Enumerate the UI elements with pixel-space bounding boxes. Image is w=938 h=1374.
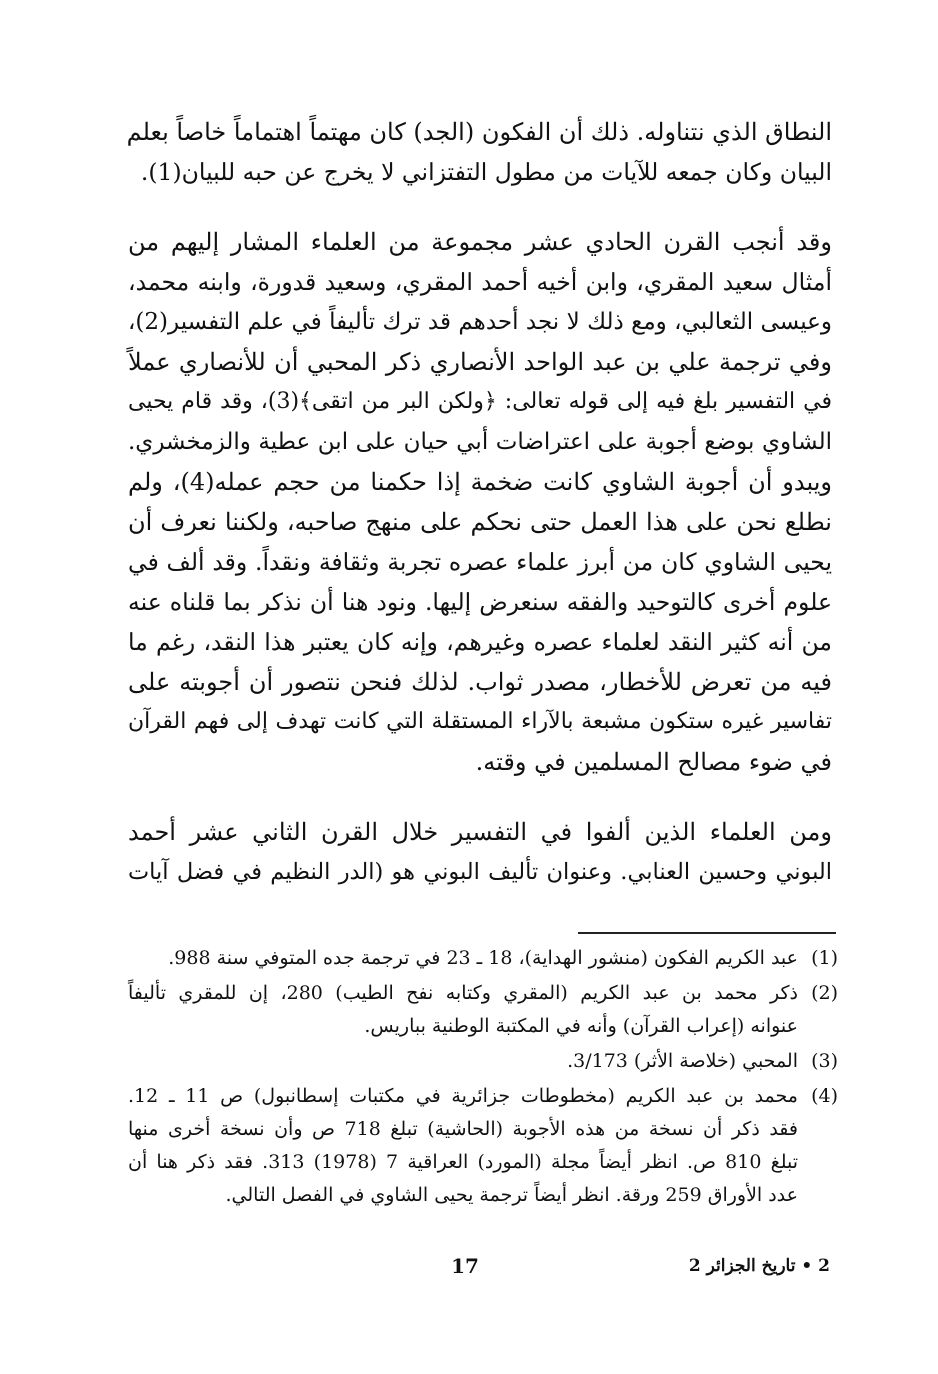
body-line: النطاق الذي نتناوله. ذلك أن الفكون (الجد) كان مهتماً اهتماماً خاصاً بعلم — [126, 118, 832, 146]
footnote-4 — [128, 1080, 838, 1212]
footnote-3 — [128, 1045, 838, 1078]
body-line: في التفسير بلغ فيه إلى قوله تعالى: ﴿ولكن البر من اتقى﴾(3)، وقد قام يحيى — [128, 389, 832, 414]
body-text — [128, 112, 832, 892]
body-line: وعيسى الثعالبي، ومع ذلك لا نجد أحدهم قد ترك تأليفاً في علم التفسير(2)، — [128, 309, 832, 335]
footnote-1 — [128, 942, 838, 975]
footnote-divider — [578, 932, 836, 934]
page-footer — [100, 1250, 830, 1282]
paragraph-gap — [128, 782, 832, 812]
footnote-line: فقد ذكر أن نسخة من هذه الأجوبة (الحاشية) تبلغ 718 ص وأن نسخة أخرى منها — [128, 1118, 798, 1140]
body-line: من أنه كثير النقد لعلماء عصره وغيرهم، وإنه كان يعتبر هذا النقد، رغم ما — [128, 628, 832, 656]
body-line: أمثال سعيد المقري، وابن أخيه أحمد المقري، وسعيد قدورة، وابنه محمد، — [128, 268, 832, 296]
footnote-line: المحبي (خلاصة الأثر) 3/173. — [567, 1050, 798, 1072]
body-line: وفي ترجمة علي بن عبد الواحد الأنصاري ذكر المحبي أن للأنصاري عملاً — [128, 348, 832, 376]
footnote-line: عدد الأوراق 259 ورقة. انظر أيضاً ترجمة يحيى الشاوي في الفصل التالي. — [225, 1184, 798, 1206]
body-line: يحيى الشاوي كان من أبرز علماء عصره تجربة وثقافة ونقداً. وقد ألف في — [128, 548, 832, 576]
body-line: فيه من تعرض للأخطار، مصدر ثواب. لذلك فنحن نتصور أن أجوبته على — [128, 668, 832, 696]
footnote-text — [128, 1080, 798, 1212]
page-number: 17 — [451, 1254, 479, 1278]
footnote-line: عبد الكريم الفكون (منشور الهداية)، 18 ـ 23 في ترجمة جده المتوفي سنة 988. — [168, 947, 798, 969]
running-head: 2 • تاريخ الجزائر 2 — [688, 1256, 830, 1276]
body-line: البوني وحسين العنابي. وعنوان تأليف البوني هو (الدر النظيم في فضل آيات — [128, 859, 832, 885]
footnote-text — [128, 977, 798, 1043]
footnote-text — [128, 1045, 798, 1078]
footnote-line: ذكر محمد بن عبد الكريم (المقري وكتابه نفح الطيب) 280، إن للمقري تأليفاً — [128, 982, 798, 1004]
footnote-line: تبلغ 810 ص. انظر أيضاً مجلة (المورد) العراقية 7 (1978) 313. فقد ذكر هنا أن — [128, 1151, 799, 1173]
body-line: نطلع نحن على هذا العمل حتى نحكم على منهج صاحبه، ولكننا نعرف أن — [128, 508, 832, 536]
body-line: ومن العلماء الذين ألفوا في التفسير خلال القرن الثاني عشر أحمد — [128, 818, 832, 846]
body-line: البيان وكان جمعه للآيات من مطول التفتزاني لا يخرج عن حبه للبيان(1). — [140, 158, 832, 186]
body-line: في ضوء مصالح المسلمين في وقته. — [475, 748, 832, 776]
body-line: الشاوي بوضع أجوبة على اعتراضات أبي حيان على ابن عطية والزمخشري. — [128, 429, 832, 455]
footnote-line: عنوانه (إعراب القرآن) وأنه في المكتبة الوطنية بباريس. — [364, 1015, 798, 1037]
footnote-text — [128, 942, 798, 975]
footnotes — [128, 942, 838, 1214]
body-line: علوم أخرى كالتوحيد والفقه سنعرض إليها. ونود هنا أن نذكر بما قلناه عنه — [128, 588, 832, 616]
footnote-number: (3) — [811, 1050, 838, 1072]
body-line: ويبدو أن أجوبة الشاوي كانت ضخمة إذا حكمنا من حجم عمله(4)، ولم — [128, 468, 832, 496]
body-line: وقد أنجب القرن الحادي عشر مجموعة من العلماء المشار إليهم من — [128, 228, 832, 256]
footnote-line: محمد بن عبد الكريم (مخطوطات جزائرية في مكتبات إسطانبول) ص 11 ـ 12. — [128, 1085, 798, 1107]
paragraph-gap — [128, 192, 832, 222]
footnote-number: (1) — [811, 947, 838, 969]
body-line: تفاسير غيره ستكون مشبعة بالآراء المستقلة التي كانت تهدف إلى فهم القرآن — [128, 709, 832, 734]
footnote-2 — [128, 977, 838, 1043]
footnote-number: (4) — [811, 1085, 838, 1107]
footnote-number: (2) — [811, 982, 838, 1004]
